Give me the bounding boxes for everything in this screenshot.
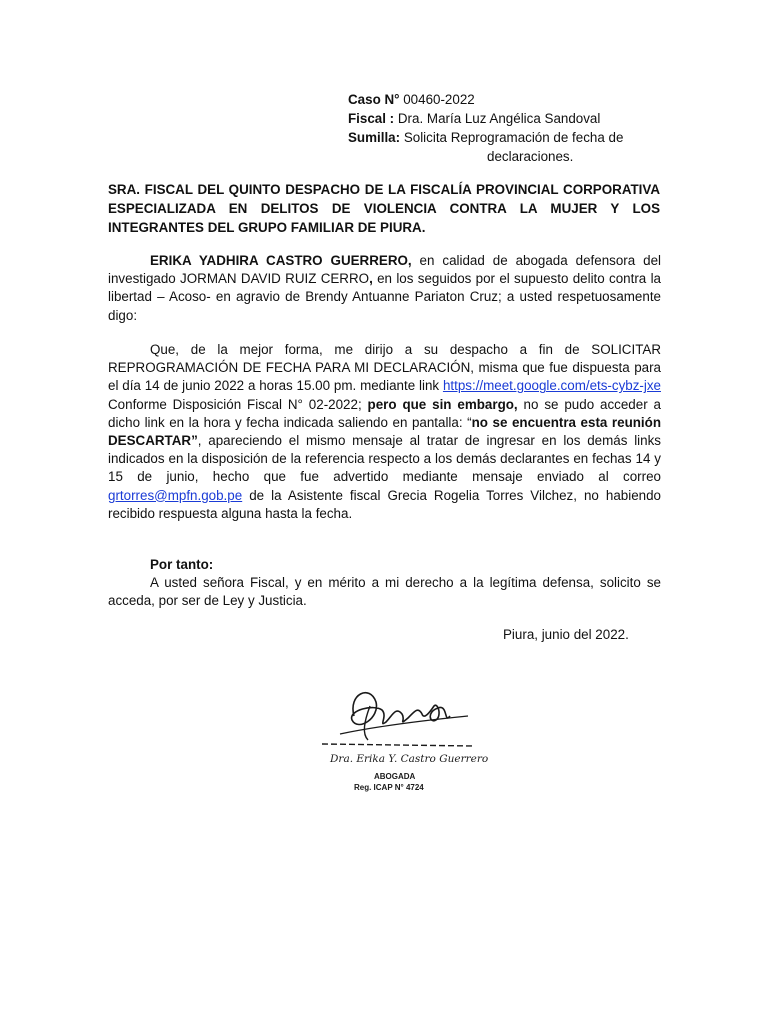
- closing-text-row: [108, 574, 661, 610]
- request-bold-1: pero que sin embargo,: [367, 396, 518, 412]
- prosecutor-label: Fiscal :: [348, 111, 395, 126]
- signature-registration: Reg. ICAP N° 4724: [354, 783, 424, 792]
- request-text-5: de la Asistente fiscal Grecia Rogelia Torres Vilchez, no habiendo recibido respuesta alguna hasta la fecha.: [108, 487, 661, 521]
- lawyer-name: ERIKA YADHIRA CASTRO GUERRERO,: [150, 253, 412, 268]
- closing-text: A usted señora Fiscal, y en mérito a mi derecho a la legítima defensa, solicito se acceda, por ser de Ley y Justicia.: [108, 575, 661, 609]
- request-text-4: , apareciendo el mismo mensaje al tratar de ingresar en los demás links indicados en la disposición de la referencia respecto a los demás declarantes en fechas 14 y 15 de junio, hecho que fue advertido mediante mensaje enviado al correo: [108, 433, 661, 485]
- intro-paragraph: [108, 252, 661, 325]
- intro-comma: ,: [369, 271, 373, 287]
- case-number-label: Caso N°: [348, 92, 400, 107]
- request-text-3: no se pudo acceder a dicho link en la hora y fecha indicada saliendo en pantalla: “: [108, 396, 661, 430]
- closing-heading: Por tanto:: [150, 557, 214, 572]
- summary-row: [348, 128, 668, 147]
- summary-label: Sumilla:: [348, 130, 401, 145]
- case-header: [348, 90, 668, 166]
- email-link[interactable]: grtorres@mpfn.gob.pe: [108, 487, 243, 503]
- signature-title: ABOGADA: [374, 772, 416, 781]
- closing-paragraph: [108, 556, 661, 611]
- summary-value-line2: declaraciones.: [487, 149, 574, 164]
- summary-value-line1: Solicita Reprogramación de fecha de: [403, 130, 624, 145]
- case-number-value: 00460-2022: [403, 92, 475, 107]
- request-text-1: Que, de la mejor forma, me dirijo a su despacho a fin de SOLICITAR REPROGRAMACIÓN DE FECHA PARA MI DECLARACIÓN, misma que fue dispuesta para el día 14 de junio 2022 a horas 15.00 pm. mediante link: [108, 342, 661, 394]
- signature-name: Dra. Erika Y. Castro Guerrero: [330, 753, 488, 765]
- prosecutor-row: [348, 109, 668, 128]
- request-bold-2: no se encuentra esta reunión DESCARTAR”: [108, 414, 662, 449]
- case-number-row: [348, 90, 668, 109]
- date-line: Piura, junio del 2022.: [503, 627, 629, 642]
- intro-text-2: en los seguidos por el supuesto delito contra la libertad – Acoso- en agravio de Brendy Antuanne Pariaton Cruz; a usted respetuosamente digo:: [108, 271, 661, 323]
- addressee-heading: SRA. FISCAL DEL QUINTO DESPACHO DE LA FISCALÍA PROVINCIAL CORPORATIVA ESPECIALIZADA EN DELITOS DE VIOLENCIA CONTRA LA MUJER Y LOS INTEGRANTES DEL GRUPO FAMILIAR DE PIURA.: [108, 182, 660, 235]
- signature-stamp: [318, 676, 488, 796]
- prosecutor-value: Dra. María Luz Angélica Sandoval: [397, 111, 601, 126]
- intro-text-1: en calidad de abogada defensora del investigado JORMAN DAVID RUIZ CERRO: [108, 253, 661, 287]
- request-text-2: Conforme Disposición Fiscal N° 02-2022;: [108, 396, 368, 412]
- request-paragraph: [108, 341, 661, 523]
- summary-row-2: [348, 147, 668, 166]
- closing-heading-row: [108, 556, 661, 574]
- meeting-link[interactable]: https://meet.google.com/ets-cybz-jxe: [442, 378, 661, 394]
